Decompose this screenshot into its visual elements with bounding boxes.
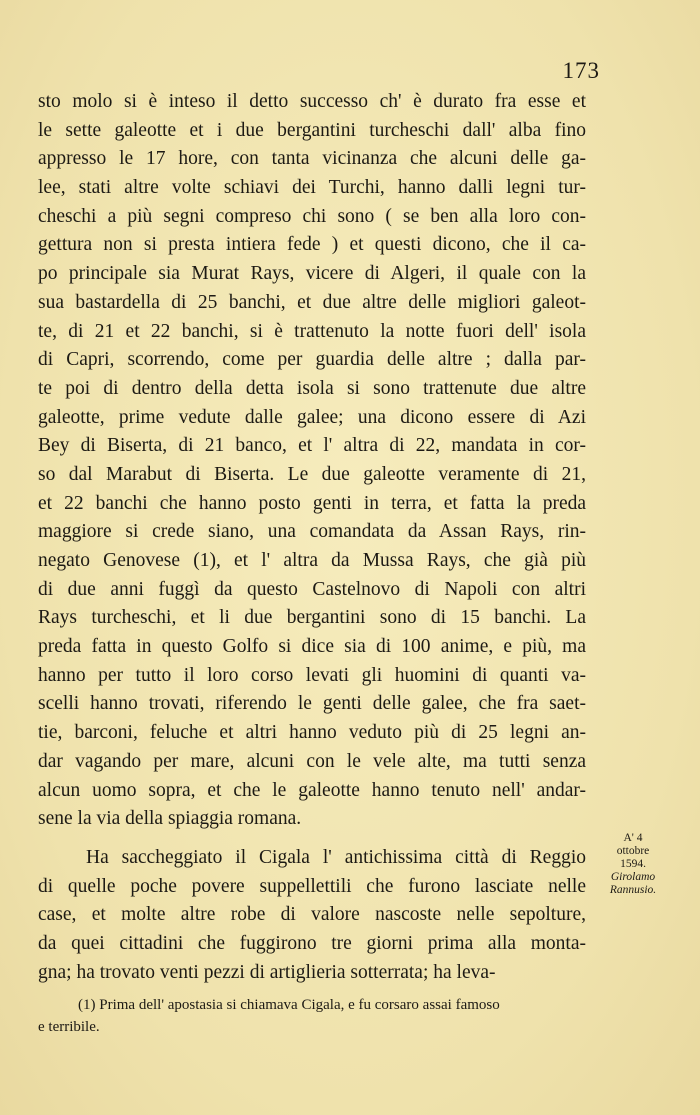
margin-date-year: 1594. xyxy=(620,858,646,870)
footnote-line: e terribile. xyxy=(38,1019,100,1035)
text-line: Ha saccheggiato il Cigala l' antichissima città di Reggio xyxy=(86,846,586,868)
margin-date-day: A' 4 xyxy=(623,832,643,844)
text-line: hanno per tutto il loro corso levati gli huomini di quanti va- xyxy=(38,664,586,686)
text-line: scelli hanno trovati, riferendo le genti delle galee, che fra saet- xyxy=(38,693,586,715)
page-number: 173 xyxy=(562,58,600,83)
text-line: di Capri, scorrendo, come per guardia delle altre ; dalla par- xyxy=(38,349,586,371)
paragraph-2 xyxy=(38,844,586,987)
footnote-line: (1) Prima dell' apostasia si chiamava Cigala, e fu corsaro assai famoso xyxy=(78,997,500,1013)
text-line: Rays turcheschi, et li due bergantini sono di 15 banchi. La xyxy=(38,607,586,629)
margin-author-first: Girolamo xyxy=(610,871,656,883)
text-line: alcun uomo sopra, et che le galeotte hanno tenuto nell' andar- xyxy=(38,779,586,801)
text-line: te poi di dentro della detta isola si sono trattenute due altre xyxy=(38,377,586,399)
text-line: cheschi a più segni compreso chi sono ( se ben alla loro con- xyxy=(38,205,586,227)
margin-date-month: ottobre xyxy=(616,845,650,857)
text-line: di due anni fuggì da questo Castelnovo di Napoli con altri xyxy=(38,578,586,600)
paragraph-1 xyxy=(38,88,586,834)
text-line: sua bastardella di 25 banchi, et due altre delle migliori galeot- xyxy=(38,291,586,313)
text-line: sto molo si è inteso il detto successo ch' è durato fra esse et xyxy=(38,91,586,112)
text-line: Bey di Biserta, di 21 banco, et l' altra di 22, mandata in cor- xyxy=(38,435,586,457)
text-line: da quei cittadini che fuggirono tre giorni prima alla monta- xyxy=(38,932,586,954)
text-line: appresso le 17 hore, con tanta vicinanza che alcuni delle ga- xyxy=(38,148,586,170)
footnote xyxy=(38,994,586,1038)
text-line: preda fatta in questo Golfo si dice sia di 100 anime, e più, ma xyxy=(38,636,586,658)
text-line: le sette galeotte et i due bergantini turcheschi dall' alba fino xyxy=(38,119,586,141)
main-text xyxy=(38,88,586,987)
text-line: lee, stati altre volte schiavi dei Turchi, hanno dalli legni tur- xyxy=(38,177,586,199)
text-line: te, di 21 et 22 banchi, si è trattenuto la notte fuori dell' isola xyxy=(38,320,586,342)
text-line: po principale sia Murat Rays, vicere di Algeri, il quale con la xyxy=(38,263,586,285)
text-line: di quelle poche povere suppellettili che furono lasciate nelle xyxy=(38,875,586,897)
margin-note xyxy=(594,832,672,897)
text-line: et 22 banchi che hanno posto genti in terra, et fatta la preda xyxy=(38,492,586,514)
text-line: case, et molte altre robe di valore nascoste nelle sepolture, xyxy=(38,904,586,926)
text-line: galeotte, prime vedute dalle galee; una dicono essere di Azi xyxy=(38,406,586,428)
text-line: sene la via della spiaggia romana. xyxy=(38,808,302,830)
text-line: gettura non si presta intiera fede ) et questi dicono, che il ca- xyxy=(38,234,586,256)
text-line: maggiore si crede siano, una comandata da Assan Rays, rin- xyxy=(38,521,586,543)
text-line: gna; ha trovato venti pezzi di artiglieria sotterrata; ha leva- xyxy=(38,961,496,983)
text-line: negato Genovese (1), et l' altra da Mussa Rays, che già più xyxy=(38,550,586,571)
text-line: dar vagando per mare, alcuni con le vele alte, ma tutti senza xyxy=(38,750,586,772)
margin-author-last: Rannusio. xyxy=(609,884,657,896)
text-line: so dal Marabut di Biserta. Le due galeotte veramente di 21, xyxy=(38,463,586,485)
text-line: tie, barconi, feluche et altri hanno veduto più di 25 legni an- xyxy=(38,722,586,744)
